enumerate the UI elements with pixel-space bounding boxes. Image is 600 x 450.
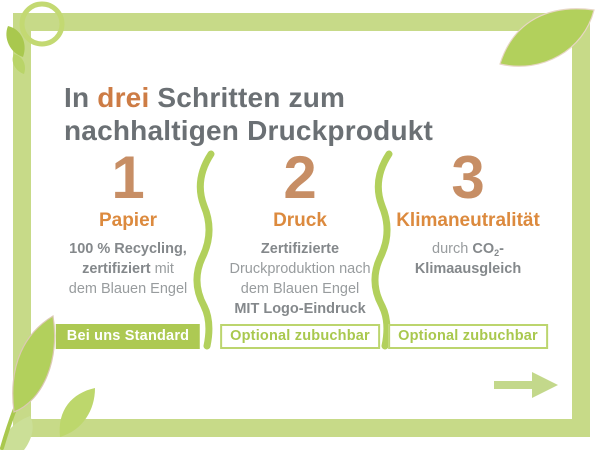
step-1-desc-line2-bold: zertifiziert: [82, 261, 151, 277]
step-1-description: [52, 239, 204, 299]
page-title: [64, 81, 433, 148]
title-highlight: drei: [97, 81, 150, 113]
step-3-badge: Optional zubuchbar: [388, 324, 548, 349]
step-3-desc-line1-reg: durch: [432, 241, 473, 257]
step-1-desc-line1: 100 % Recycling,: [69, 241, 187, 257]
step-3-desc-line2: Klimaausgleich: [414, 261, 522, 277]
title-pre: In: [64, 81, 98, 113]
step-1-heading: Papier: [98, 210, 158, 231]
wavy-divider-icon: [188, 150, 222, 350]
step-1-badge: Bei uns Standard: [56, 324, 200, 349]
step-1-desc-line3: dem Blauen Engel: [68, 281, 188, 297]
step-2-heading: Druck: [273, 210, 327, 231]
step-3-heading: Klimaneutralität: [396, 210, 540, 231]
title-line-1: [64, 81, 433, 115]
step-3-number: 3: [451, 144, 485, 211]
step-2-desc-line3: dem Blauen Engel: [240, 281, 360, 297]
step-1-desc-line2-reg: mit: [150, 261, 174, 277]
step-1-number: 1: [111, 144, 145, 211]
step-2-column: [222, 144, 378, 360]
step-1-column: [52, 144, 204, 360]
step-3-desc-co2-subscript: 2: [494, 248, 500, 258]
step-3-desc-hyphen: -: [499, 241, 504, 257]
step-3-column: [388, 144, 548, 360]
arrow-right-icon[interactable]: [494, 371, 558, 399]
step-2-number: 2: [283, 144, 317, 211]
step-2-desc-line1: Zertifizierte: [260, 241, 340, 257]
step-2-badge: Optional zubuchbar: [220, 324, 380, 349]
title-line-2: nachhaltigen Druckprodukt: [64, 115, 434, 147]
step-2-description: [222, 239, 378, 319]
title-post: Schritten zum: [149, 81, 346, 113]
step-2-desc-line4: MIT Logo-Eindruck: [234, 301, 366, 317]
step-3-desc-co: CO: [472, 241, 495, 257]
step-2-desc-line2: Druckproduktion nach: [229, 261, 371, 277]
step-3-description: [388, 239, 548, 279]
